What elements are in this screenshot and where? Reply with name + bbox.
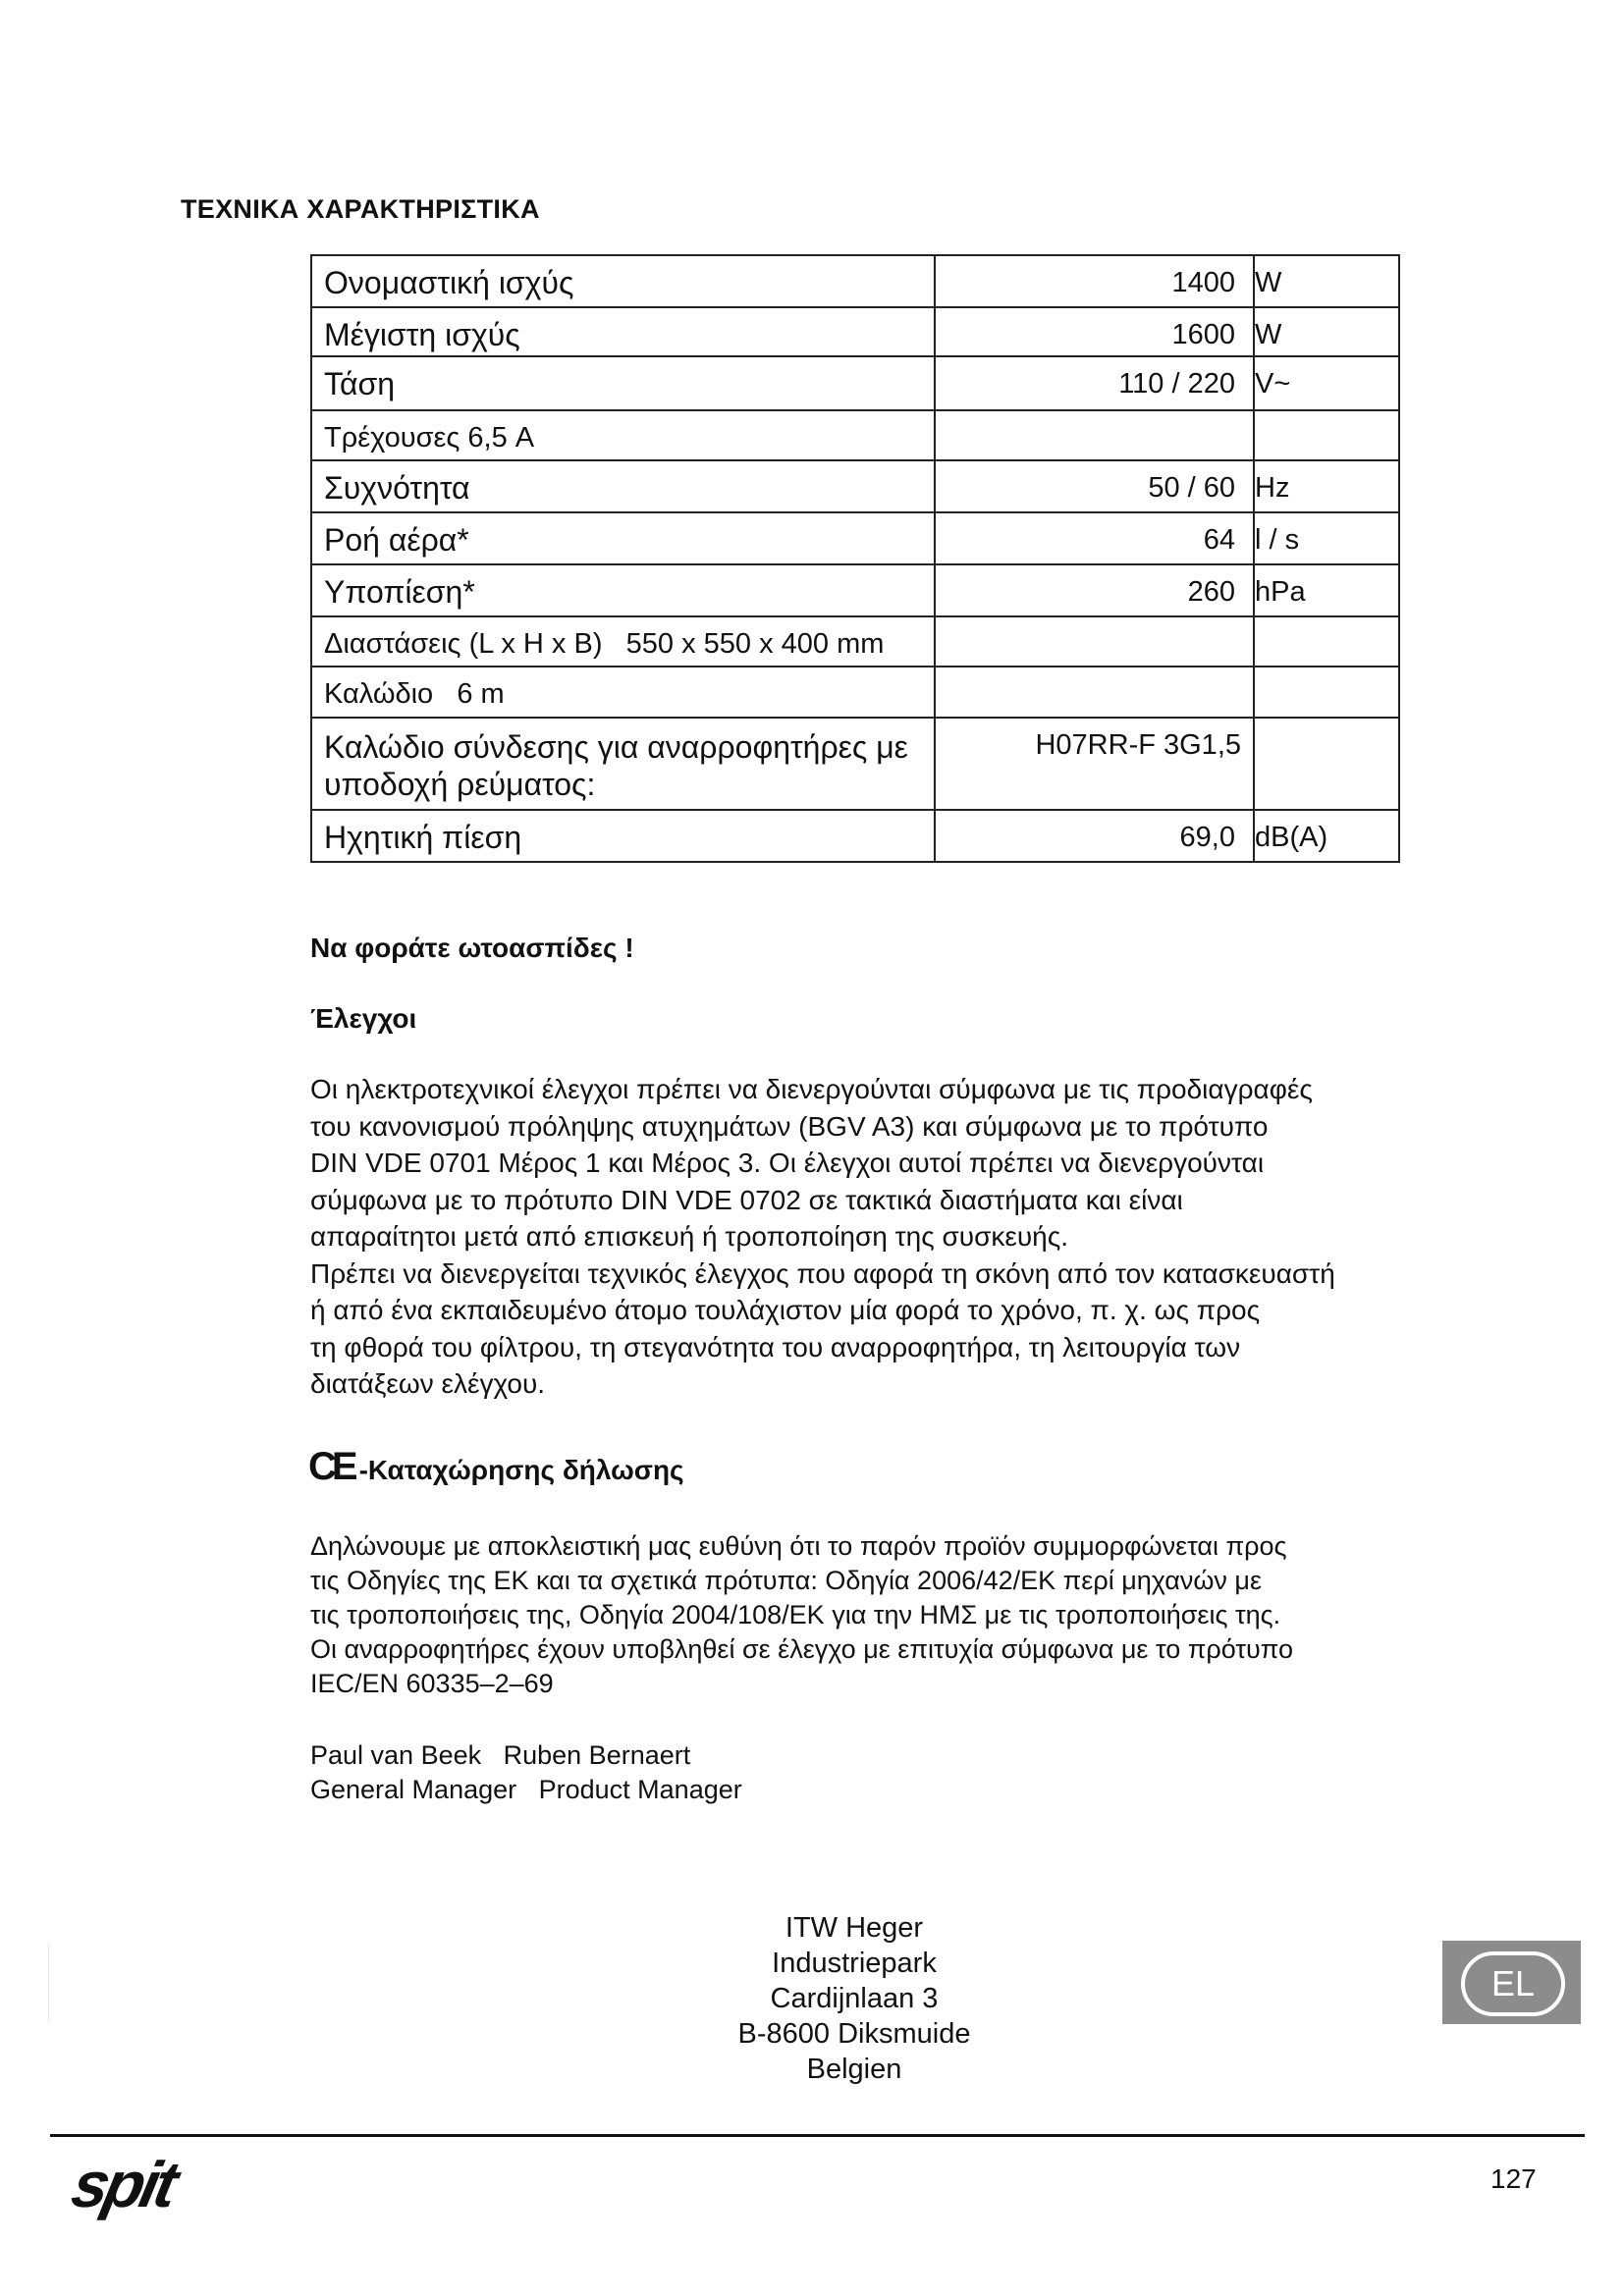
- ear-protection-warning: Να φοράτε ωτοασπίδες !: [310, 933, 634, 963]
- table-row: [311, 512, 1399, 564]
- spit-logo-text: spit: [65, 2149, 181, 2221]
- address-line: B-8600 Diksmuide: [737, 2018, 971, 2050]
- spec-label: Τάση: [311, 356, 935, 410]
- spec-unit: W: [1255, 267, 1282, 298]
- table-row: [311, 356, 1399, 410]
- address-line: Industriepark: [772, 1948, 937, 1979]
- specs-table: [310, 254, 1400, 863]
- spec-label: Καλώδιο σύνδεσης για αναρροφητήρες με υποδοχή ρεύματος:: [311, 718, 935, 810]
- spec-label: Μέγιστη ισχύς: [311, 307, 935, 356]
- spec-unit: W: [1255, 319, 1282, 350]
- language-badge-label: EL: [1461, 1951, 1565, 2016]
- table-row: [311, 307, 1399, 356]
- footer-rule: [50, 2134, 1585, 2137]
- checks-paragraph: Οι ηλεκτροτεχνικοί έλεγχοι πρέπει να διενεργούνται σύμφωνα με τις προδιαγραφές του κανονισμού πρόληψης ατυχημάτων (BGV A3) και σύμφωνα με το πρότυπο DIN VDE 0701 Μέρος 1 και Μέρος 3. Οι έλεγχοι αυτοί πρέπει να διενεργούνται σύμφωνα με το πρότυπο DIN VDE 0702 σε τακτικά διαστήματα και είναι απαραίτητοι μετά από επισκευή ή τροποποίηση της συσκευής. Πρέπει να διενεργείται τεχνικός έλεγχος που αφορά τη σκόνη από τον κατασκευαστή ή από ένα εκπαιδευμένο άτομο τουλάχιστον μία φορά το χρόνο, π. χ. ως προς τη φθορά του φίλτρου, τη στεγανότητα του αναρροφητήρα, τη λειτουργία των διατάξεων ελέγχου.: [310, 1074, 1335, 1399]
- table-row: [311, 460, 1399, 512]
- signatory-names: Paul van Beek Ruben Bernaert: [310, 1740, 691, 1770]
- spec-label: Τρέχουσες 6,5 A: [311, 410, 935, 460]
- spit-logo: [65, 2149, 216, 2221]
- table-row: [311, 718, 1399, 810]
- spec-label: Υποπίεση*: [311, 564, 935, 616]
- table-row: [311, 667, 1399, 718]
- spec-unit: l / s: [1255, 524, 1300, 556]
- spec-unit: hPa: [1255, 576, 1306, 608]
- spec-label: Διαστάσεις (L x H x B) 550 x 550 x 400 mm: [311, 616, 935, 667]
- spec-label: Συχνότητα: [311, 460, 935, 512]
- address-line: Belgien: [806, 2054, 902, 2085]
- table-row: [311, 255, 1399, 307]
- declaration-heading-row: [308, 1445, 684, 1489]
- table-row: [311, 410, 1399, 460]
- spec-label: Καλώδιο 6 m: [311, 667, 935, 718]
- margin-mark: [48, 1944, 49, 2022]
- checks-heading: Έλεγχοι: [310, 1003, 417, 1034]
- spec-value: 50 / 60: [1148, 472, 1235, 504]
- page-heading: ΤΕΧΝΙΚΑ ΧΑΡΑΚΤΗΡΙΣΤΙΚΑ: [181, 194, 540, 224]
- spec-value: 1600: [1171, 319, 1235, 350]
- company-address: [707, 1910, 1001, 2087]
- ce-mark-icon: CE: [308, 1445, 353, 1488]
- spec-value: 64: [1203, 524, 1235, 556]
- spec-value: H07RR-F 3G1,5: [1035, 729, 1241, 761]
- spec-label: Ονομαστική ισχύς: [311, 255, 935, 307]
- address-line: ITW Heger: [785, 1912, 924, 1944]
- declaration-paragraph: Δηλώνουμε με αποκλειστική μας ευθύνη ότι το παρόν προϊόν συμμορφώνεται προς τις Οδηγίες της ΕΚ και τα σχετικά πρότυπα: Οδηγία 2006/42/ΕΚ περί μηχανών με τις τροποποιήσεις της, Οδηγία 2004/108/ΕΚ για την ΗΜΣ με τις τροποποιήσεις της. Οι αναρροφητήρες έχουν υποβληθεί σε έλεγχο με επιτυχία σύμφωνα με το πρότυπο IEC/EN 60335–2–69: [310, 1531, 1294, 1698]
- address-line: Cardijnlaan 3: [770, 1983, 939, 2014]
- table-row: [311, 810, 1399, 862]
- spec-value: 1400: [1171, 267, 1235, 298]
- spec-unit: dB(A): [1255, 822, 1328, 853]
- signatory-titles: General Manager Product Manager: [310, 1775, 742, 1804]
- spec-value: 260: [1187, 576, 1235, 608]
- table-row: [311, 564, 1399, 616]
- page-number: 127: [1490, 2163, 1537, 2194]
- spec-label: Ροή αέρα*: [311, 512, 935, 564]
- spec-unit: Hz: [1255, 472, 1290, 504]
- declaration-heading: -Καταχώρησης δήλωσης: [358, 1455, 684, 1485]
- spec-label: Ηχητική πίεση: [311, 810, 935, 862]
- table-row: [311, 616, 1399, 667]
- language-badge: [1442, 1941, 1581, 2024]
- spec-value: 69,0: [1179, 822, 1235, 853]
- spec-unit: V~: [1255, 368, 1291, 400]
- spec-value: 110 / 220: [1118, 368, 1235, 400]
